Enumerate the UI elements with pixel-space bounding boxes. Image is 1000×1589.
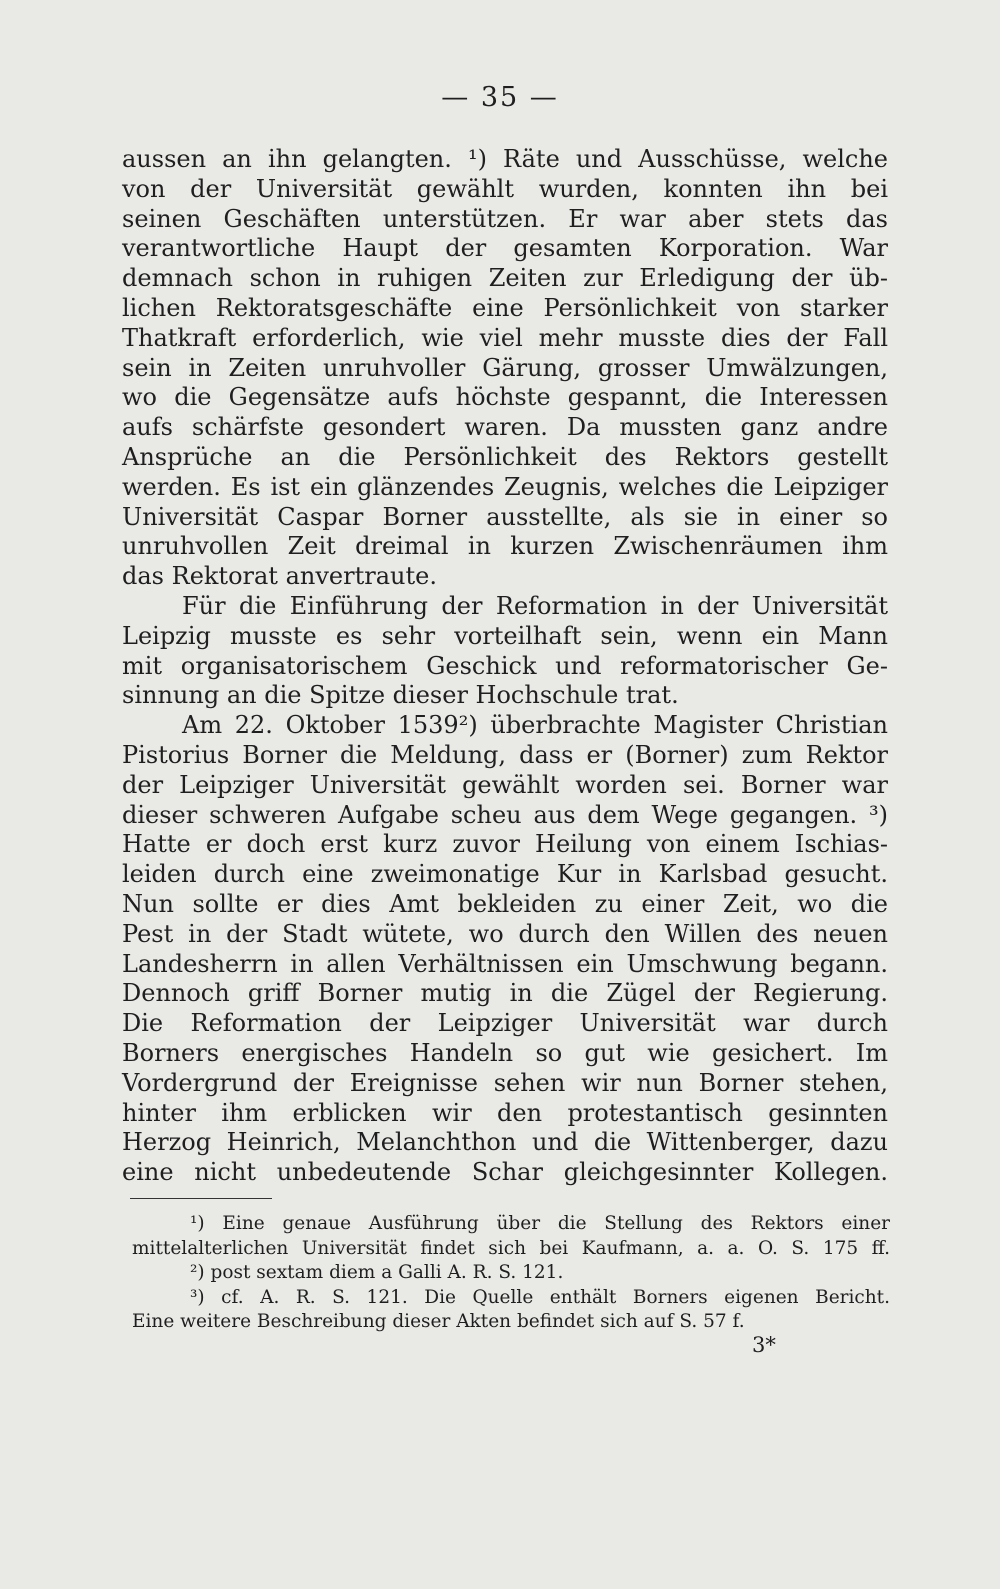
body-line: Leipzig musste es sehr vorteilhaft sein, wenn ein Mann xyxy=(122,621,888,650)
body-line: Landesherrn in allen Verhältnissen ein Umschwung begann. xyxy=(122,949,888,978)
body-line: Vordergrund der Ereignisse sehen wir nun Borner stehen, xyxy=(122,1068,888,1097)
body-line: Die Reformation der Leipziger Universität war durch xyxy=(122,1009,888,1038)
body-line: aussen an ihn gelangten. ¹) Räte und Ausschüsse, welche xyxy=(122,145,888,173)
body-line: von der Universität gewählt wurden, konnten ihn bei xyxy=(122,174,888,203)
body-line: unruhvollen Zeit dreimal in kurzen Zwischenräumen ihm xyxy=(122,532,888,561)
body-line: eine nicht unbedeutende Schar gleichgesinnter Kollegen. xyxy=(122,1158,888,1187)
body-line: leiden durch eine zweimonatige Kur in Karlsbad gesucht. xyxy=(122,860,888,889)
body-line: Für die Einführung der Reformation in der Universität xyxy=(182,591,888,620)
body-line: wo die Gegensätze aufs höchste gespannt, die Interessen xyxy=(122,383,888,412)
footnote-divider xyxy=(130,1198,272,1199)
body-line: das Rektorat anvertraute. xyxy=(122,562,437,591)
body-line: Nun sollte er dies Amt bekleiden zu einer Zeit, wo die xyxy=(122,889,888,918)
body-line: der Leipziger Universität gewählt worden sei. Borner war xyxy=(122,770,888,799)
body-line: Ansprüche an die Persönlichkeit des Rektors gestellt xyxy=(122,442,888,471)
body-line: verantwortliche Haupt der gesamten Korporation. War xyxy=(122,234,888,263)
body-text xyxy=(122,145,888,1188)
body-line: dieser schweren Aufgabe scheu aus dem Wege gegangen. ³) xyxy=(122,800,888,829)
body-line: Borners energisches Handeln so gut wie gesichert. Im xyxy=(122,1038,888,1067)
footnote-line: Eine weitere Beschreibung dieser Akten befindet sich auf S. 57 f. xyxy=(132,1311,745,1332)
body-line: hinter ihm erblicken wir den protestantisch gesinnten xyxy=(122,1098,888,1127)
body-line: Am 22. Oktober 1539²) überbrachte Magister Christian xyxy=(182,711,888,740)
body-line: Thatkraft erforderlich, wie viel mehr musste dies der Fall xyxy=(122,323,888,352)
body-line: mit organisatorischem Geschick und reformatorischer Ge- xyxy=(122,651,888,680)
footnote-line: ¹) Eine genaue Ausführung über die Stellung des Rektors einer xyxy=(190,1213,890,1234)
body-line: werden. Es ist ein glänzendes Zeugnis, welches die Leipziger xyxy=(122,472,888,501)
body-line: sein in Zeiten unruhvoller Gärung, grosser Umwälzungen, xyxy=(122,353,888,382)
footnotes xyxy=(132,1212,890,1335)
body-line: Pistorius Borner die Meldung, dass er (Borner) zum Rektor xyxy=(122,740,888,769)
footnote-line: ²) post sextam diem a Galli A. R. S. 121. xyxy=(190,1262,564,1283)
body-line: lichen Rektoratsgeschäfte eine Persönlichkeit von starker xyxy=(122,293,888,322)
body-line: demnach schon in ruhigen Zeiten zur Erledigung der üb- xyxy=(122,264,888,293)
body-line: sinnung an die Spitze dieser Hochschule trat. xyxy=(122,681,679,710)
body-line: aufs schärfste gesondert waren. Da mussten ganz andre xyxy=(122,413,888,442)
body-line: seinen Geschäften unterstützen. Er war aber stets das xyxy=(122,204,888,233)
body-line: Hatte er doch erst kurz zuvor Heilung von einem Ischias- xyxy=(122,830,888,859)
body-line: Dennoch griff Borner mutig in die Zügel der Regierung. xyxy=(122,979,888,1008)
footnote-line: ³) cf. A. R. S. 121. Die Quelle enthält Borners eigenen Bericht. xyxy=(190,1286,890,1308)
footnote-line: mittelalterlichen Universität findet sich bei Kaufmann, a. a. O. S. 175 ff. xyxy=(132,1237,890,1259)
body-line: Universität Caspar Borner ausstellte, als sie in einer so xyxy=(122,502,888,531)
signature-mark: 3* xyxy=(752,1333,776,1357)
body-line: Herzog Heinrich, Melanchthon und die Wittenberger, dazu xyxy=(122,1128,888,1157)
body-line: Pest in der Stadt wütete, wo durch den Willen des neuen xyxy=(122,919,888,948)
page-number: — 35 — xyxy=(441,82,559,113)
